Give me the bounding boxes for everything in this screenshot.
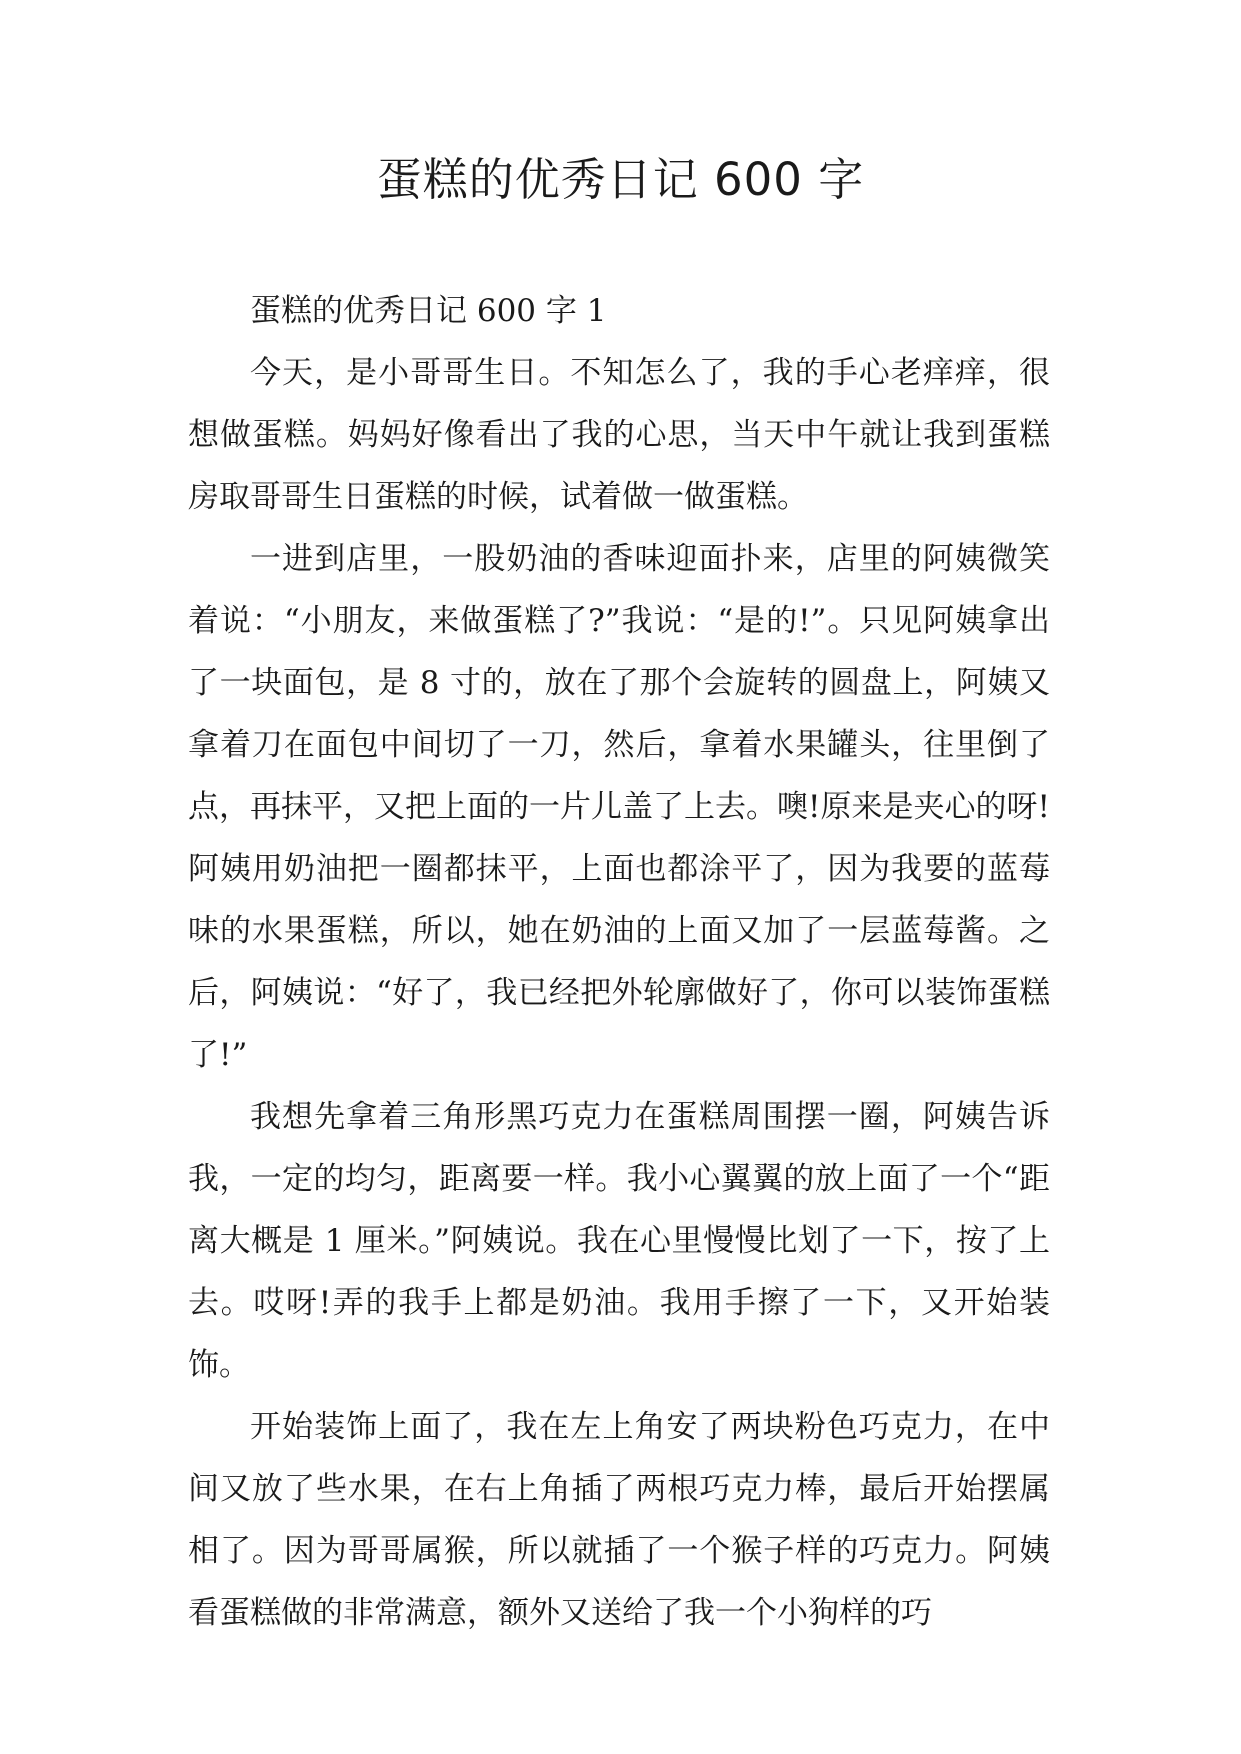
paragraph: 我想先拿着三角形黑巧克力在蛋糕周围摆一圈，阿姨告诉我，一定的均匀，距离要一样。我小心翼翼的放上面了一个“距离大概是 1 厘米。”阿姨说。我在心里慢慢比划了一下，按了上去。哎呀!弄的我手上都是奶油。我用手擦了一下，又开始装饰。 <box>188 1099 1050 1383</box>
document-body <box>188 280 1050 1644</box>
document-title: 蛋糕的优秀日记 600 字 <box>376 153 865 206</box>
paragraph: 开始装饰上面了，我在左上角安了两块粉色巧克力，在中间又放了些水果，在右上角插了两根巧克力棒，最后开始摆属相了。因为哥哥属猴，所以就插了一个猴子样的巧克力。阿姨看蛋糕做的非常满意，额外又送给了我一个小狗样的巧 <box>188 1409 1050 1631</box>
paragraph-subtitle: 蛋糕的优秀日记 600 字 1 <box>250 293 607 329</box>
paragraph: 一进到店里，一股奶油的香味迎面扑来，店里的阿姨微笑着说：“小朋友，来做蛋糕了?”我说：“是的!”。只见阿姨拿出了一块面包，是 8 寸的，放在了那个会旋转的圆盘上，阿姨又拿着刀在面包中间切了一刀，然后，拿着水果罐头，往里倒了点，再抹平，又把上面的一片儿盖了上去。噢!原来是夹心的呀!阿姨用奶油把一圈都抹平，上面也都涂平了，因为我要的蓝莓味的水果蛋糕，所以，她在奶油的上面又加了一层蓝莓酱。之后，阿姨说：“好了，我已经把外轮廓做好了，你可以装饰蛋糕了!” <box>188 541 1050 1073</box>
paragraph: 今天，是小哥哥生日。不知怎么了，我的手心老痒痒，很想做蛋糕。妈妈好像看出了我的心思，当天中午就让我到蛋糕房取哥哥生日蛋糕的时候，试着做一做蛋糕。 <box>188 355 1050 515</box>
